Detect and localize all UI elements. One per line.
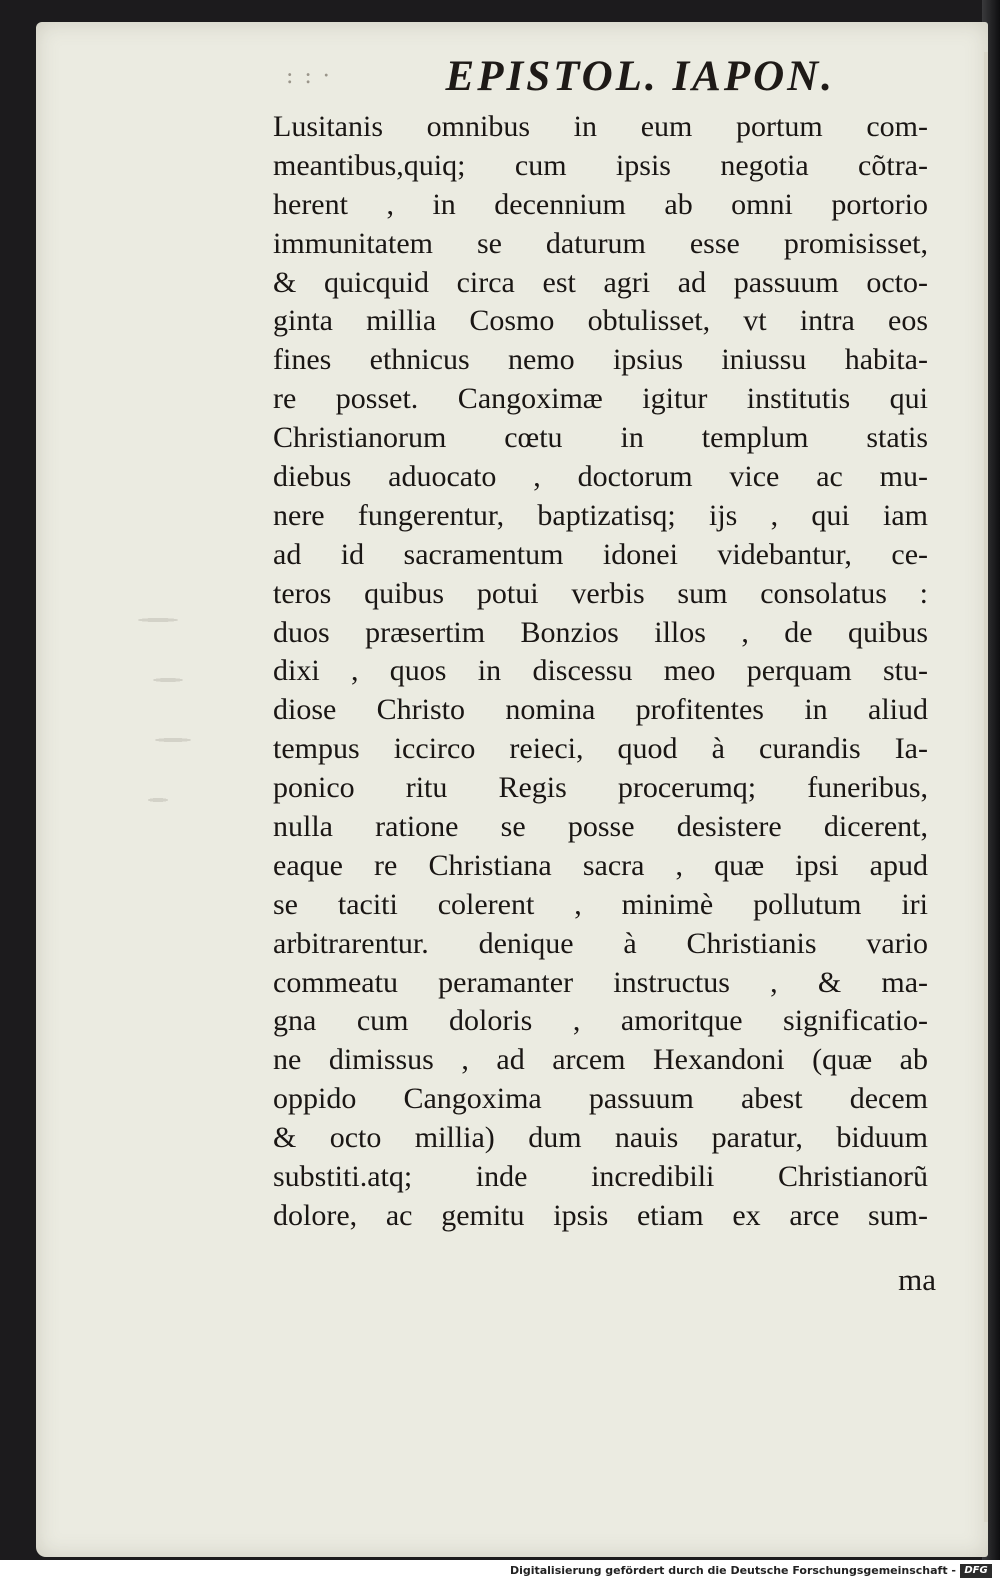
text-line: duos præsertim Bonzios illos , de quibus bbox=[273, 615, 928, 649]
text-line: & octo millia) dum nauis paratur, biduum bbox=[273, 1121, 928, 1155]
text-line: se taciti colerent , minimè pollutum iri bbox=[273, 887, 928, 921]
text-line: tempus iccirco reieci, quod à curandis Ia- bbox=[273, 732, 928, 766]
text-line: diebus aduocato , doctorum vice ac mu- bbox=[273, 460, 928, 494]
text-line: nulla ratione se posse desistere dicerent, bbox=[273, 810, 928, 844]
text-line: substiti.atq; inde incredibili Christianorũ bbox=[273, 1160, 928, 1194]
text-line: eaque re Christiana sacra , quæ ipsi apud bbox=[273, 848, 928, 882]
footer-credit: Digitalisierung gefördert durch die Deutsche Forschungsgemeinschaft - bbox=[509, 1564, 956, 1577]
text-line: ad id sacramentum idonei videbantur, ce- bbox=[273, 537, 928, 571]
text-line: oppido Cangoxima passuum abest decem bbox=[273, 1082, 928, 1116]
catchword: ma bbox=[898, 1262, 936, 1297]
text-line: immunitatem se daturum esse promisisset, bbox=[273, 226, 928, 260]
text-line: gna cum doloris , amoritque significatio- bbox=[273, 1004, 928, 1038]
text-line: ginta millia Cosmo obtulisset, vt intra eos bbox=[273, 304, 928, 338]
dfg-logo: DFG bbox=[960, 1564, 992, 1578]
text-line: arbitrarentur. denique à Christianis vario bbox=[273, 926, 928, 960]
text-line: & quicquid circa est agri ad passuum octo- bbox=[273, 265, 928, 299]
text-line: ne dimissus , ad arcem Hexandoni (quæ ab bbox=[273, 1043, 928, 1077]
running-head: EPISTOL. IAPON. bbox=[445, 53, 835, 100]
text-line: teros quibus potui verbis sum consolatus : bbox=[273, 576, 928, 610]
text-line: herent , in decennium ab omni portorio bbox=[273, 187, 928, 221]
footer-bar bbox=[0, 1560, 1000, 1583]
text-line: nere fungerentur, baptizatisq; ijs , qui iam bbox=[273, 498, 928, 532]
body-text bbox=[273, 108, 928, 1236]
ink-bleed-through bbox=[118, 600, 208, 820]
text-line: dolore, ac gemitu ipsis etiam ex arce sum- bbox=[273, 1198, 928, 1232]
faded-page-number: : : · bbox=[286, 64, 332, 89]
text-line: commeatu peramanter instructus , & ma- bbox=[273, 965, 928, 999]
text-line: Lusitanis omnibus in eum portum com- bbox=[273, 110, 928, 143]
text-line: Christianorum cœtu in templum statis bbox=[273, 421, 928, 455]
page-edge bbox=[984, 52, 988, 1522]
text-line: dixi , quos in discessu meo perquam stu- bbox=[273, 654, 928, 688]
text-line: ponico ritu Regis procerumq; funeribus, bbox=[273, 771, 928, 805]
text-line: meantibus,quiq; cum ipsis negotia cõtra- bbox=[273, 148, 928, 182]
text-line: re posset. Cangoximæ igitur institutis qui bbox=[273, 382, 928, 416]
text-line: fines ethnicus nemo ipsius iniussu habita- bbox=[273, 343, 928, 377]
text-line: diose Christo nomina profitentes in aliud bbox=[273, 693, 928, 727]
